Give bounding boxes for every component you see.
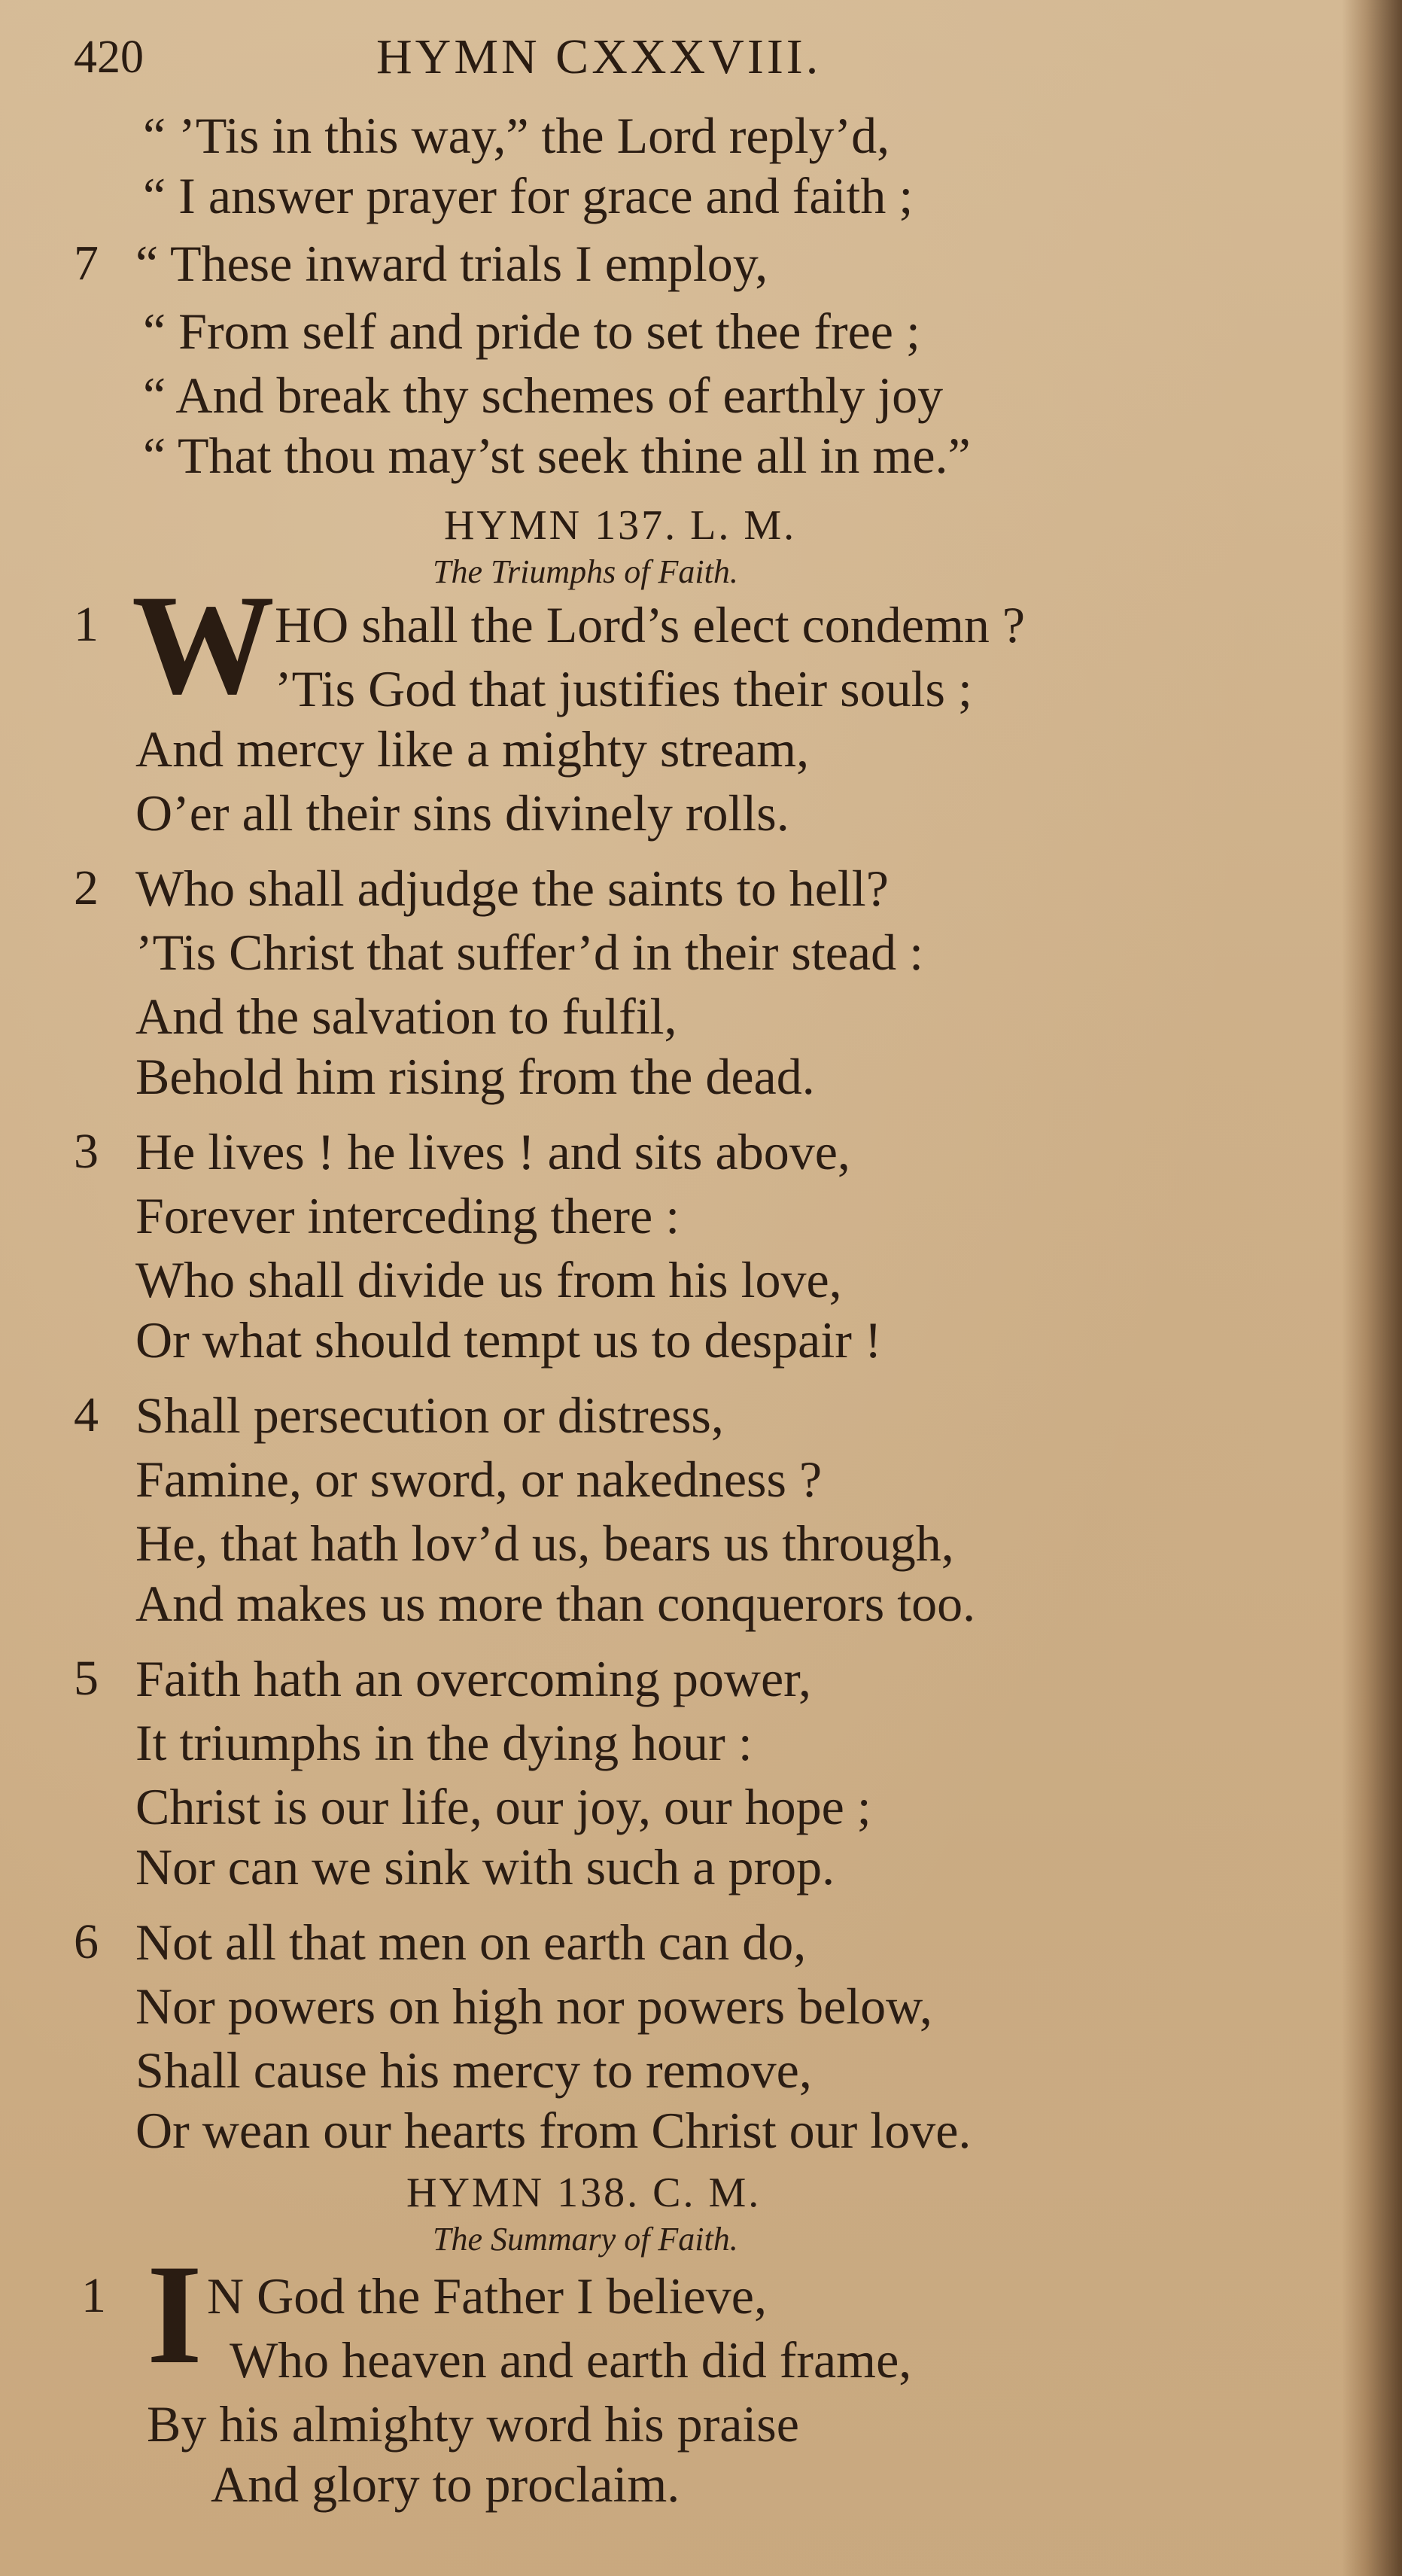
- verse-number: 6: [74, 1914, 99, 1969]
- verse-line: “ And break thy schemes of earthly joy: [143, 367, 944, 424]
- verse-line: Not all that men on earth can do,: [135, 1914, 807, 1971]
- verse-number: 3: [74, 1124, 99, 1179]
- drop-cap: W: [132, 566, 275, 724]
- verse-line: It triumphs in the dying hour :: [135, 1714, 753, 1771]
- verse-line: Christ is our life, our joy, our hope ;: [135, 1778, 871, 1835]
- verse-line: Behold him rising from the dead.: [135, 1048, 815, 1105]
- page-number: 420: [74, 32, 144, 83]
- verse-line: ’Tis Christ that suffer’d in their stead :: [135, 924, 923, 981]
- verse-line: Faith hath an overcoming power,: [135, 1650, 812, 1707]
- hymn-subtitle: The Summary of Faith.: [433, 2221, 738, 2258]
- verse-line: ’Tis God that justifies their souls ;: [275, 660, 972, 717]
- verse-line: By his almighty word his praise: [147, 2395, 799, 2453]
- running-title: HYMN CXXXVIII.: [376, 29, 822, 84]
- verse-line: Famine, or sword, or nakedness ?: [135, 1451, 823, 1508]
- drop-cap: I: [147, 2236, 202, 2394]
- verse-line: Nor can we sink with such a prop.: [135, 1838, 835, 1895]
- hymn-subtitle: The Triumphs of Faith.: [433, 553, 738, 590]
- verse-line: “ ’Tis in this way,” the Lord reply’d,: [143, 107, 890, 164]
- page-edge-shadow: [1342, 0, 1402, 2576]
- verse-line: He lives ! he lives ! and sits above,: [135, 1123, 850, 1180]
- verse-line: Or wean our hearts from Christ our love.: [135, 2102, 972, 2159]
- verse-line: Forever interceding there :: [135, 1187, 680, 1244]
- verse-line: “ These inward trials I employ,: [135, 235, 768, 292]
- verse-line: O’er all their sins divinely rolls.: [135, 784, 789, 842]
- verse-line: Nor powers on high nor powers below,: [135, 1978, 932, 2035]
- verse-line: “ That thou may’st seek thine all in me.”: [143, 427, 971, 484]
- verse-line: And glory to proclaim.: [211, 2456, 680, 2513]
- verse-number: 5: [74, 1651, 99, 1706]
- verse-line: Who heaven and earth did frame,: [230, 2331, 912, 2389]
- verse-number: 2: [74, 860, 99, 915]
- hymn-title: HYMN 137. L. M.: [444, 502, 797, 549]
- verse-line: Who shall adjudge the saints to hell?: [135, 860, 889, 917]
- verse-line: Who shall divide us from his love,: [135, 1251, 842, 1308]
- verse-line: Shall cause his mercy to remove,: [135, 2042, 812, 2099]
- verse-number: 7: [74, 236, 99, 291]
- verse-line: “ From self and pride to set thee free ;: [143, 303, 920, 360]
- verse-line: And the salvation to fulfil,: [135, 988, 677, 1045]
- verse-line: And mercy like a mighty stream,: [135, 720, 810, 778]
- verse-number: 4: [74, 1387, 99, 1442]
- verse-line: He, that hath lov’d us, bears us through,: [135, 1515, 954, 1572]
- verse-line: N God the Father I believe,: [207, 2267, 767, 2325]
- verse-line: And makes us more than conquerors too.: [135, 1575, 976, 1632]
- verse-number: 1: [81, 2268, 106, 2323]
- verse-line: “ I answer prayer for grace and faith ;: [143, 167, 914, 224]
- hymn-title: HYMN 138. C. M.: [406, 2170, 762, 2216]
- verse-line: Or what should tempt us to despair !: [135, 1311, 882, 1369]
- verse-line: HO shall the Lord’s elect condemn ?: [275, 596, 1026, 653]
- verse-number: 1: [74, 597, 99, 652]
- verse-line: Shall persecution or distress,: [135, 1387, 724, 1444]
